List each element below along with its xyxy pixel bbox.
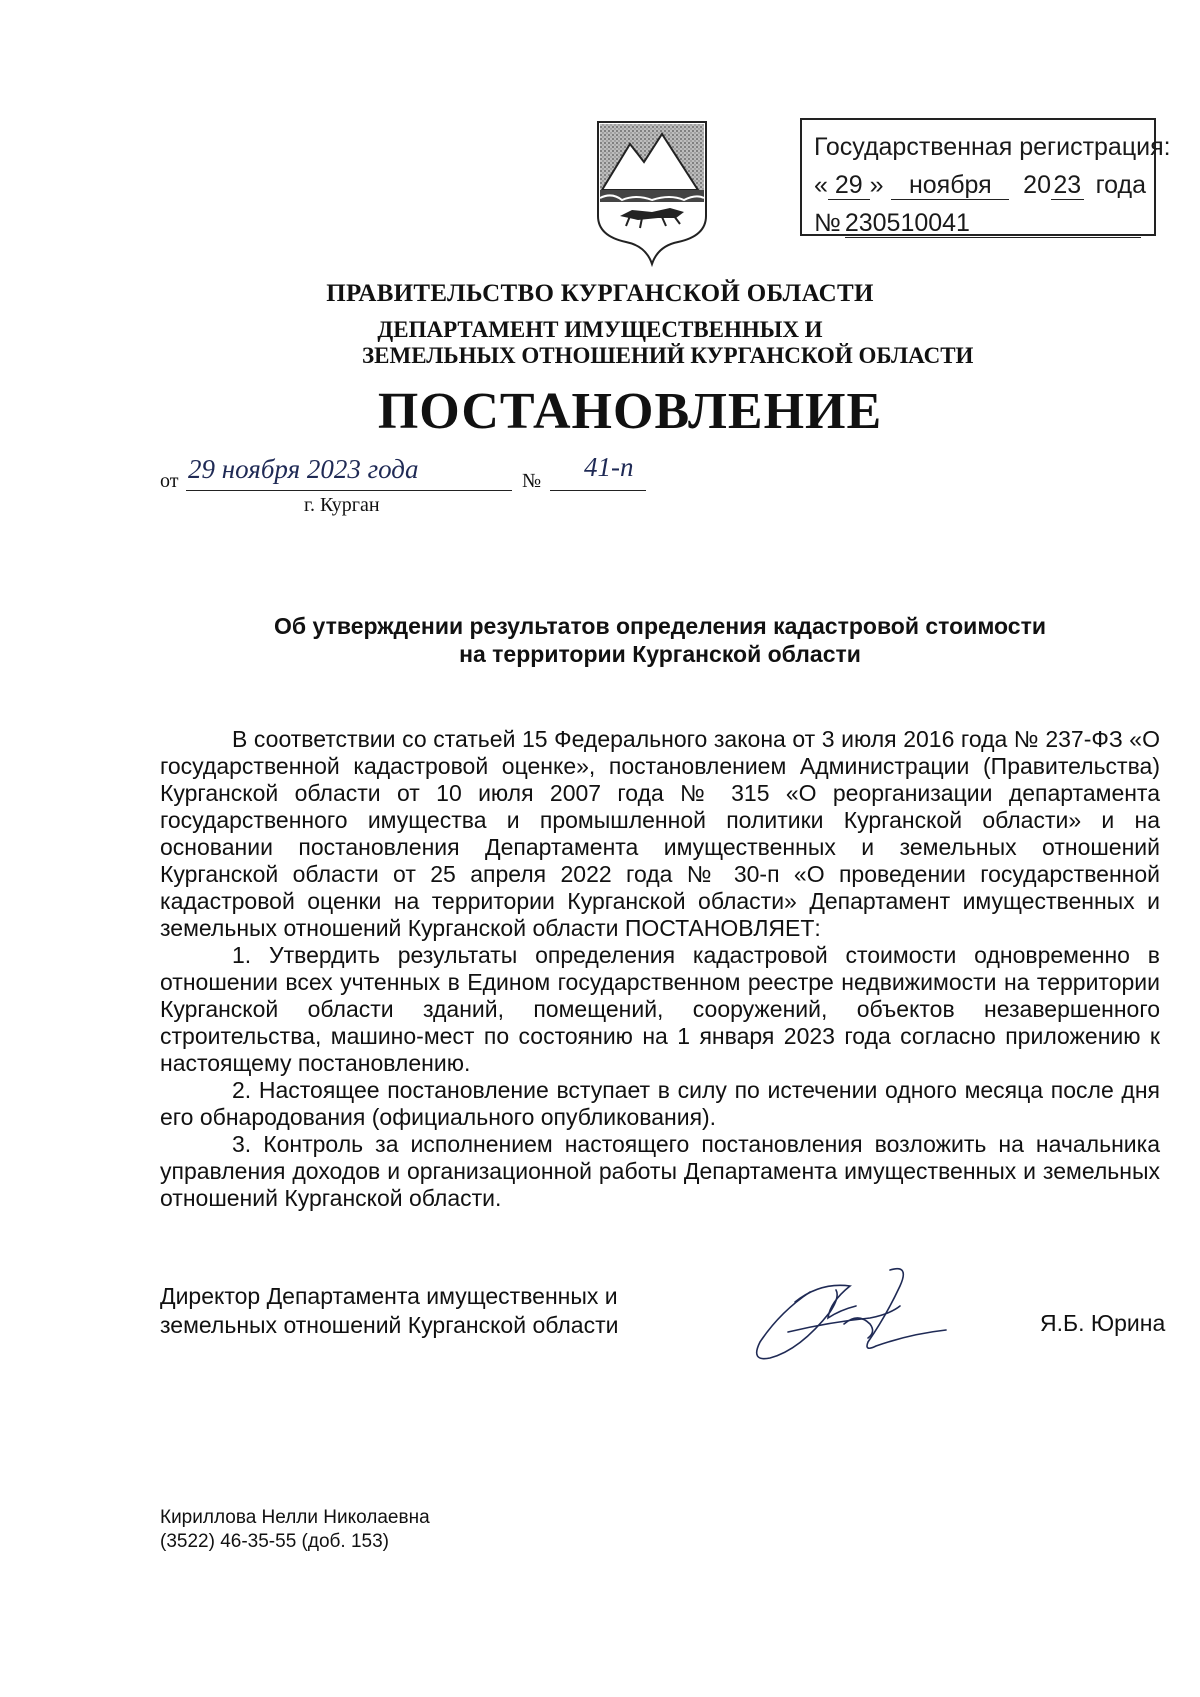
registration-stamp [800, 118, 1171, 237]
registration-date-line [814, 166, 1146, 204]
body-paragraph: В соответствии со статьей 15 Федерального закона от 3 июля 2016 года № 237-ФЗ «О государственной кадастровой оценке», постановлением Администрации (Правительства) Курганской области от 10 июля 2007 года № 315 «О реорганизации департамента государственного имущества и промышленной политики Курганской области» и на основании постановления Департамента имущественных и земельных отношений Курганской области от 25 апреля 2022 года № 30-п «О проведении государственной кадастровой оценки на территории Курганской области» Департамент имущественных и земельных отношений Курганской области ПОСТАНОВЛЯЕТ: [160, 726, 1160, 941]
subject-line2: на территории Курганской области [459, 641, 861, 667]
department-title-line2: ЗЕМЕЛЬНЫХ ОТНОШЕНИЙ КУРГАНСКОЙ ОБЛАСТИ [362, 343, 974, 368]
signatory-name: Я.Б. Юрина [1040, 1310, 1166, 1336]
document-body [160, 726, 1160, 1212]
signatory-position-line2: земельных отношений Курганской области [160, 1312, 619, 1338]
close-quote: » [869, 171, 884, 199]
executor-name: Кириллова Нелли Николаевна [160, 1507, 430, 1528]
registration-month: ноября [891, 171, 1009, 200]
registration-year-suffix: 23 [1051, 171, 1084, 200]
handwritten-date: 29 ноября 2023 года [188, 454, 419, 484]
registration-title: Государственная регистрация: [814, 133, 1171, 161]
registration-number-sign: № [814, 209, 841, 237]
body-paragraph: 1. Утвердить результаты определения кадастровой стоимости одновременно в отношении всех учтенных в Едином государственном реестре недвижимости на территории Курганской области зданий, помещений, сооружений, объектов незавершенного строительства, машино-мест по состоянию на 1 января 2023 года согласно приложению к настоящему постановлению. [160, 942, 1160, 1076]
number-label: № [522, 470, 542, 492]
document-subject [160, 612, 1160, 668]
body-paragraph: 3. Контроль за исполнением настоящего постановления возложить на начальника управления доходов и организационной работы Департамента имущественных и земельных отношений Курганской области. [160, 1131, 1160, 1211]
handwritten-signature [740, 1262, 950, 1372]
government-title: ПРАВИТЕЛЬСТВО КУРГАНСКОЙ ОБЛАСТИ [326, 280, 874, 307]
registration-number: 230510041 [845, 209, 1141, 238]
subject-line1: Об утверждении результатов определения кадастровой стоимости [274, 613, 1046, 639]
executor-info [160, 1506, 430, 1554]
body-paragraph: 2. Настоящее постановление вступает в силу по истечении одного месяца после дня его обнародования (официального опубликования). [160, 1077, 1160, 1130]
city-label: г. Курган [304, 494, 380, 516]
signatory-position [160, 1282, 618, 1340]
date-from-label: от [160, 470, 179, 492]
registration-number-line [814, 204, 1146, 242]
registration-day: 29 [828, 171, 870, 200]
document-type-title: ПОСТАНОВЛЕНИЕ [377, 383, 883, 440]
executor-phone: (3522) 46-35-55 (доб. 153) [160, 1531, 389, 1552]
handwritten-number: 41-п [584, 452, 634, 482]
signatory-position-line1: Директор Департамента имущественных и [160, 1283, 618, 1309]
department-title-line1: ДЕПАРТАМЕНТ ИМУЩЕСТВЕННЫХ И [377, 317, 823, 342]
registration-year-word: года [1095, 171, 1146, 199]
open-quote: « [814, 171, 828, 199]
registration-year-prefix: 20 [1023, 171, 1051, 199]
coat-of-arms-emblem [592, 118, 712, 268]
